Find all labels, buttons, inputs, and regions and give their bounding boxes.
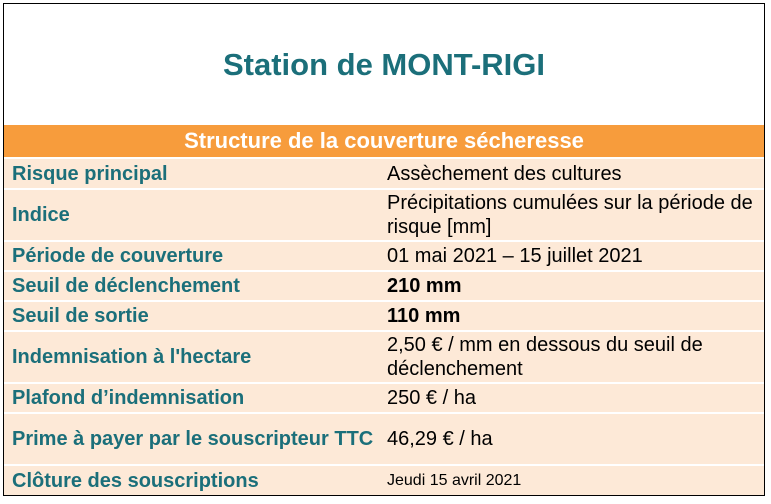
row-value: 250 € / ha — [387, 387, 476, 409]
row-label: Seuil de sortie — [12, 305, 149, 327]
row-value: 110 mm — [387, 305, 461, 327]
row-label: Prime à payer par le souscripteur TTC — [12, 428, 374, 450]
row-indemnity-per-hectare — [4, 332, 764, 382]
row-indemnity-cap — [4, 384, 764, 412]
coverage-card — [3, 3, 765, 496]
station-title: Station de MONT-RIGI — [222, 46, 546, 82]
row-main-risk — [4, 159, 764, 188]
row-value: 210 mm — [387, 275, 462, 297]
section-header: Structure de la couverture sécheresse — [4, 125, 764, 157]
row-label: Clôture des souscriptions — [12, 469, 259, 492]
row-exit-threshold — [4, 302, 764, 330]
row-label: Risque principal — [12, 162, 168, 185]
row-trigger-threshold — [4, 272, 764, 300]
row-value: Assèchement des cultures — [387, 162, 622, 185]
row-subscription-closing — [4, 466, 764, 495]
row-value: Précipitations cumulées sur la période de risque [mm] — [387, 192, 753, 238]
row-label: Plafond d’indemnisation — [12, 387, 245, 409]
row-label: Indemnisation à l'hectare — [12, 346, 252, 368]
row-index — [4, 190, 764, 240]
row-value: 2,50 € / mm en dessous du seuil de déclenchement — [387, 334, 703, 380]
row-label: Seuil de déclenchement — [12, 275, 240, 297]
row-value: 01 mai 2021 – 15 juillet 2021 — [387, 245, 643, 267]
row-premium — [4, 414, 764, 464]
row-value: Jeudi 15 avril 2021 — [387, 471, 522, 489]
row-label: Indice — [12, 204, 70, 226]
row-label: Période de couverture — [12, 245, 224, 267]
row-coverage-period — [4, 242, 764, 270]
row-value: 46,29 € / ha — [387, 428, 493, 450]
